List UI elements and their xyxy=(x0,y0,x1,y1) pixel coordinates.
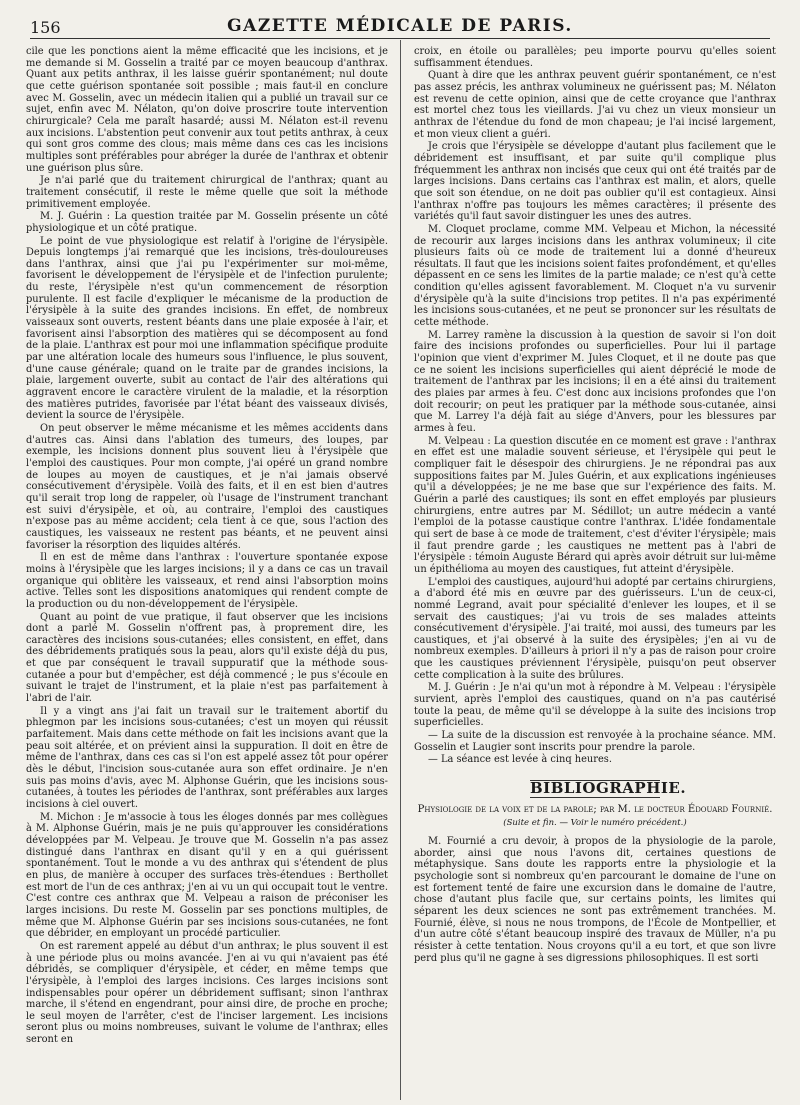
paragraph: M. J. Guérin : Je n'ai qu'un mot à répondre à M. Velpeau : l'érysipèle survient, après l'emploi des caustiques, quand on n'a pas cautérisé toute la peau, de même qu'il se développe à la suite des incisions trop superficielles. xyxy=(414,682,776,729)
paragraph: Quant à dire que les anthrax peuvent guérir spontanément, ce n'est pas assez précis, les anthrax volumineux ne guérissent pas; M. Nélaton est revenu de cette opinion, ainsi que de cette croyance que l'anthrax est mortel chez tous les vieillards. J'ai vu chez un vieux monsieur un anthrax de l'étendue du fond de mon chapeau; je l'ai incisé largement, et mon vieux client a guéri. xyxy=(414,70,776,140)
paragraph: L'emploi des caustiques, aujourd'hui adopté par certains chirurgiens, a d'abord été mis en œuvre par des guérisseurs. L'un de ceux-ci, nommé Legrand, avait pour spécialité d'enlever les loupes, et il se servait des caustiques; j'ai vu trois de ses malades atteints consécutivement d'érysipèle. J'ai traité, moi aussi, des tumeurs par les caustiques, et j'ai observé à la suite des érysipèles; j'en ai vu de nombreux exemples. D'ailleurs à priori il n'y a pas de raison pour croire que les caustiques préviennent l'érysipèle, puisqu'on peut observer cette complication à la suite des brûlures. xyxy=(414,576,776,681)
paragraph: Je crois que l'érysipèle se développe d'autant plus facilement que le débridement est insuffisant, et par suite qu'il complique plus fréquemment les anthrax non incisés que ceux qui ont été traités par de larges incisions. Dans certains cas l'anthrax est malin, et alors, quelle que soit son étendue, on ne doit pas oublier qu'il est contagieux. Ainsi l'anthrax n'offre pas toujours les mêmes caractères; il présente des variétés qu'il faut savoir distinguer les unes des autres. xyxy=(414,141,776,223)
journal-title: GAZETTE MÉDICALE DE PARIS. xyxy=(227,16,573,36)
column-divider xyxy=(400,40,401,1100)
paragraph: M. J. Guérin : La question traitée par M. Gosselin présente un côté physiologique et un côté pratique. xyxy=(26,211,388,234)
paragraph: croix, en étoile ou parallèles; peu importe pourvu qu'elles soient suffisamment étendues. xyxy=(414,46,776,69)
paragraph: — La séance est levée à cinq heures. xyxy=(428,754,612,766)
paragraph: Il y a vingt ans j'ai fait un travail sur le traitement abortif du phlegmon par les incisions sous-cutanées; c'est un moyen qui réussit parfaitement. Mais dans cette méthode on fait les incisions avant que la peau soit altérée, et on prévient ainsi la suppuration. Il doit en être de même de l'anthrax, dans ces cas si l'on est appelé assez tôt pour opérer dès le début, l'incision sous-cutanée aura son effet ordinaire. Je n'en suis pas moins d'avis, avec M. Alphonse Guérin, que les incisions sous-cutanées, à toutes les périodes de l'anthrax, sont préférables aux larges incisions à ciel ouvert. xyxy=(26,705,388,810)
paragraph: M. Larrey ramène la discussion à la question de savoir si l'on doit faire des incisions profondes ou superficielles. Pour lui il partage l'opinion que vient d'exprimer M. Jules Cloquet, et il ne doute pas que ce ne soient les incisions superficielles qui aient déprécié le mode de traitement de l'anthrax par les incisions; il en a été ainsi du traitement des plaies par armes à feu. C'est donc aux incisions profondes que l'on doit recourir; on peut les pratiquer par la méthode sous-cutanée, ainsi que M. Larrey l'a déjà fait au siége d'Anvers, pour les blessures par armes à feu. xyxy=(414,329,776,434)
paragraph: Quant au point de vue pratique, il faut observer que les incisions dont a parlé M. Gosselin n'offrent pas, à proprement dire, les caractères des incisions sous-cutanées; elles consistent, en effet, dans des débridements pratiqués sous la peau, alors qu'il existe déjà du pus, et que par conséquent le travail suppuratif que la méthode sous-cutanée a pour but d'empêcher, est déjà commencé ; le pus s'écoule en suivant le trajet de l'instrument, et la plaie n'est pas parfaitement à l'abri de l'air. xyxy=(26,611,388,705)
paragraph: Je n'ai parlé que du traitement chirurgical de l'anthrax; quant au traitement consécutif, il reste le même quelle que soit la méthode primitivement employée. xyxy=(26,175,388,210)
paragraph: M. Cloquet proclame, comme MM. Velpeau et Michon, la nécessité de recourir aux larges incisions dans les anthrax volumineux; il cite plusieurs faits où ce mode de traitement lui a donné d'heureux résultats. Il faut que les incisions soient faites profondément, et qu'elles dépassent en ce sens les limites de la partie malade; ce n'est qu'à cette condition qu'elles agissent favorablement. M. Cloquet n'a vu survenir d'érysipèle qu'à la suite d'incisions trop petites. Il n'a pas expérimenté les incisions sous-cutanées, et ne peut se prononcer sur les résultats de cette méthode. xyxy=(414,223,776,329)
bibliography-heading: BIBLIOGRAPHIE. xyxy=(530,779,687,798)
bibliography-note: (Suite et fin. — Voir le numéro précédent.) xyxy=(503,818,687,829)
left-column xyxy=(26,46,388,1096)
paragraph: M. Velpeau : La question discutée en ce moment est grave : l'anthrax en effet est une maladie souvent sérieuse, et l'érysipèle qui peut le compliquer fait le désespoir des chirurgiens. Je ne répondrai pas aux suppositions faites par M. Jules Guérin, et aux explications ingénieuses qu'il a développées; je ne me base que sur l'expérience des faits. M. Guérin a parlé des caustiques; ils sont en effet employés par plusieurs chirurgiens, entre autres par M. Sédillot; un autre médecin a vanté l'emploi de la potasse caustique contre l'anthrax. L'idée fondamentale qui sert de base à ce mode de traitement, c'est d'éviter l'érysipèle; mais il faut prendre garde ; les caustiques ne mettent pas à l'abri de l'érysipèle : témoin Auguste Bérard qui après avoir détruit sur lui-même un épithélioma au moyen des caustiques, fut atteint d'érysipèle. xyxy=(414,435,776,575)
paragraph: Le point de vue physiologique est relatif à l'origine de l'érysipèle. Depuis longtemps j'ai remarqué que les incisions, très-douloureuses dans l'anthrax, ainsi que j'ai pu l'expérimenter sur moi-même, favorisent le développement de l'érysipèle et de l'infection purulente; du reste, l'érysipèle n'est qu'un commencement de résorption purulente. Il est facile d'expliquer le mécanisme de la production de l'érysipèle à la suite des grandes incisions. En effet, de nombreux vaisseaux sont ouverts, restent béants dans une plaie exposée à l'air, et favorisent ainsi l'absorption des matières qui se décomposent au fond de la plaie. L'anthrax est pour moi une inflammation spécifique produite par une altération locale des humeurs sous l'influence, le plus souvent, d'une cause générale; quand on le traite par de grandes incisions, la plaie, largement ouverte, subit au contact de l'air des altérations qui aggravent encore le caractère virulent de la maladie, et la résorption des matières putrides, favorisée par l'état béant des vaisseaux divisés, devient la source de l'érysipèle. xyxy=(26,235,388,422)
paragraph: cile que les ponctions aient la même efficacité que les incisions, et je me demande si M. Gosselin a traité par ce moyen beaucoup d'anthrax. Quant aux petits anthrax, il les laisse guérir spontanément; nul doute que cette guérison spontanée soit possible ; mais faut-il en conclure avec M. Gosselin, avec un médecin italien qui a publié un travail sur ce sujet, enfin avec M. Nélaton, qu'on doive proscrire toute intervention chirurgicale? Cela me paraît hasardé; aussi M. Nélaton est-il revenu aux incisions. L'abstention peut convenir aux tout petits anthrax, à ceux qui sont gros comme des clous; mais même dans ces cas les incisions multiples sont préférables pour abréger la durée de l'anthrax et obtenir une guérison plus sûre. xyxy=(26,46,388,174)
bibliography-subtitle: Physiologie de la voix et de la parole; par M. le docteur Édouard Fournié. xyxy=(417,803,773,815)
page-number: 156 xyxy=(30,18,61,37)
right-column xyxy=(414,46,776,1096)
paragraph: Il en est de même dans l'anthrax : l'ouverture spontanée expose moins à l'érysipèle que les larges incisions; il y a dans ce cas un travail organique qui oblitère les vaisseaux, et rend ainsi l'absorption moins active. Telles sont les dispositions anatomiques qui rendent compte de la production ou du non-développement de l'érysipèle. xyxy=(26,552,388,610)
paragraph: On peut observer le même mécanisme et les mêmes accidents dans d'autres cas. Ainsi dans l'ablation des tumeurs, des loupes, par exemple, les incisions donnent plus souvent lieu à l'érysipèle que l'emploi des caustiques. Pour mon compte, j'ai opéré un grand nombre de loupes au moyen de caustiques, et je n'ai jamais observé consécutivement d'érysipèle. Voilà des faits, et il en est bien d'autres qu'il serait trop long de rappeler, où l'usage de l'instrument tranchant est suivi d'érysipèle, et où, au contraire, l'emploi des caustiques n'expose pas au même accident; cela tient à ce que, sous l'action des caustiques, les vaisseaux ne restent pas béants, et ne peuvent ainsi favoriser la résorption des liquides altérés. xyxy=(26,423,388,551)
paragraph: — La suite de la discussion est renvoyée à la prochaine séance. MM. Gosselin et Laugier sont inscrits pour prendre la parole. xyxy=(414,730,776,753)
paragraph: M. Michon : Je m'associe à tous les éloges donnés par mes collègues à M. Alphonse Guérin, mais je ne puis qu'approuver les considérations développées par M. Velpeau. Je trouve que M. Gosselin n'a pas assez distingué dans l'anthrax en disant qu'il y en a qui guérissent spontanément. Tout le monde a vu des anthrax qui s'étendent de plus en plus, de manière à occuper des surfaces très-étendues : Berthollet est mort de l'un de ces anthrax; j'en ai vu un qui occupait tout le ventre. C'est contre ces anthrax que M. Velpeau a raison de préconiser les larges incisions. Du reste M. Gosselin par ses ponctions multiples, de même que M. Alphonse Guérin par ses incisions sous-cutanées, ne font que débrider, en employant un procédé particulier. xyxy=(26,811,388,940)
page-header xyxy=(30,14,770,39)
paragraph: On est rarement appelé au début d'un anthrax; le plus souvent il est à une période plus ou moins avancée. J'en ai vu qui n'avaient pas été débridés, se compliquer d'érysipèle, et céder, en même temps que l'érysipèle, à l'emploi des larges incisions. Ces larges incisions sont indispensables pour opérer un débridement suffisant; sinon l'anthrax marche, il s'étend en engendrant, pour ainsi dire, de proche en proche; le seul moyen de l'arrêter, c'est de l'inciser largement. Les incisions seront plus ou moins nombreuses, suivant le volume de l'anthrax; elles seront en xyxy=(26,940,388,1046)
bibliography-paragraph: M. Fournié a cru devoir, à propos de la physiologie de la parole, aborder, ainsi que nous l'avons dit, certaines questions de métaphysique. Sans doute les rapports entre la physiologie et la psychologie sont si nombreux qu'en parcourant le domaine de l'une on est fortement tenté de faire une excursion dans le domaine de l'autre, chose d'autant plus facile que, sur certains points, les limites qui séparent les deux sciences ne sont pas extrêmement tranchées. M. Fournié, élève, si nous ne nous trompons, de l'École de Montpellier, et d'un autre côté s'étant beaucoup inspiré des travaux de Müller, n'a pu résister à cette tentation. Nous croyons qu'il a eu tort, et que son livre perd plus qu'il ne gagne à ses digressions philosophiques. Il est sorti xyxy=(414,836,776,964)
